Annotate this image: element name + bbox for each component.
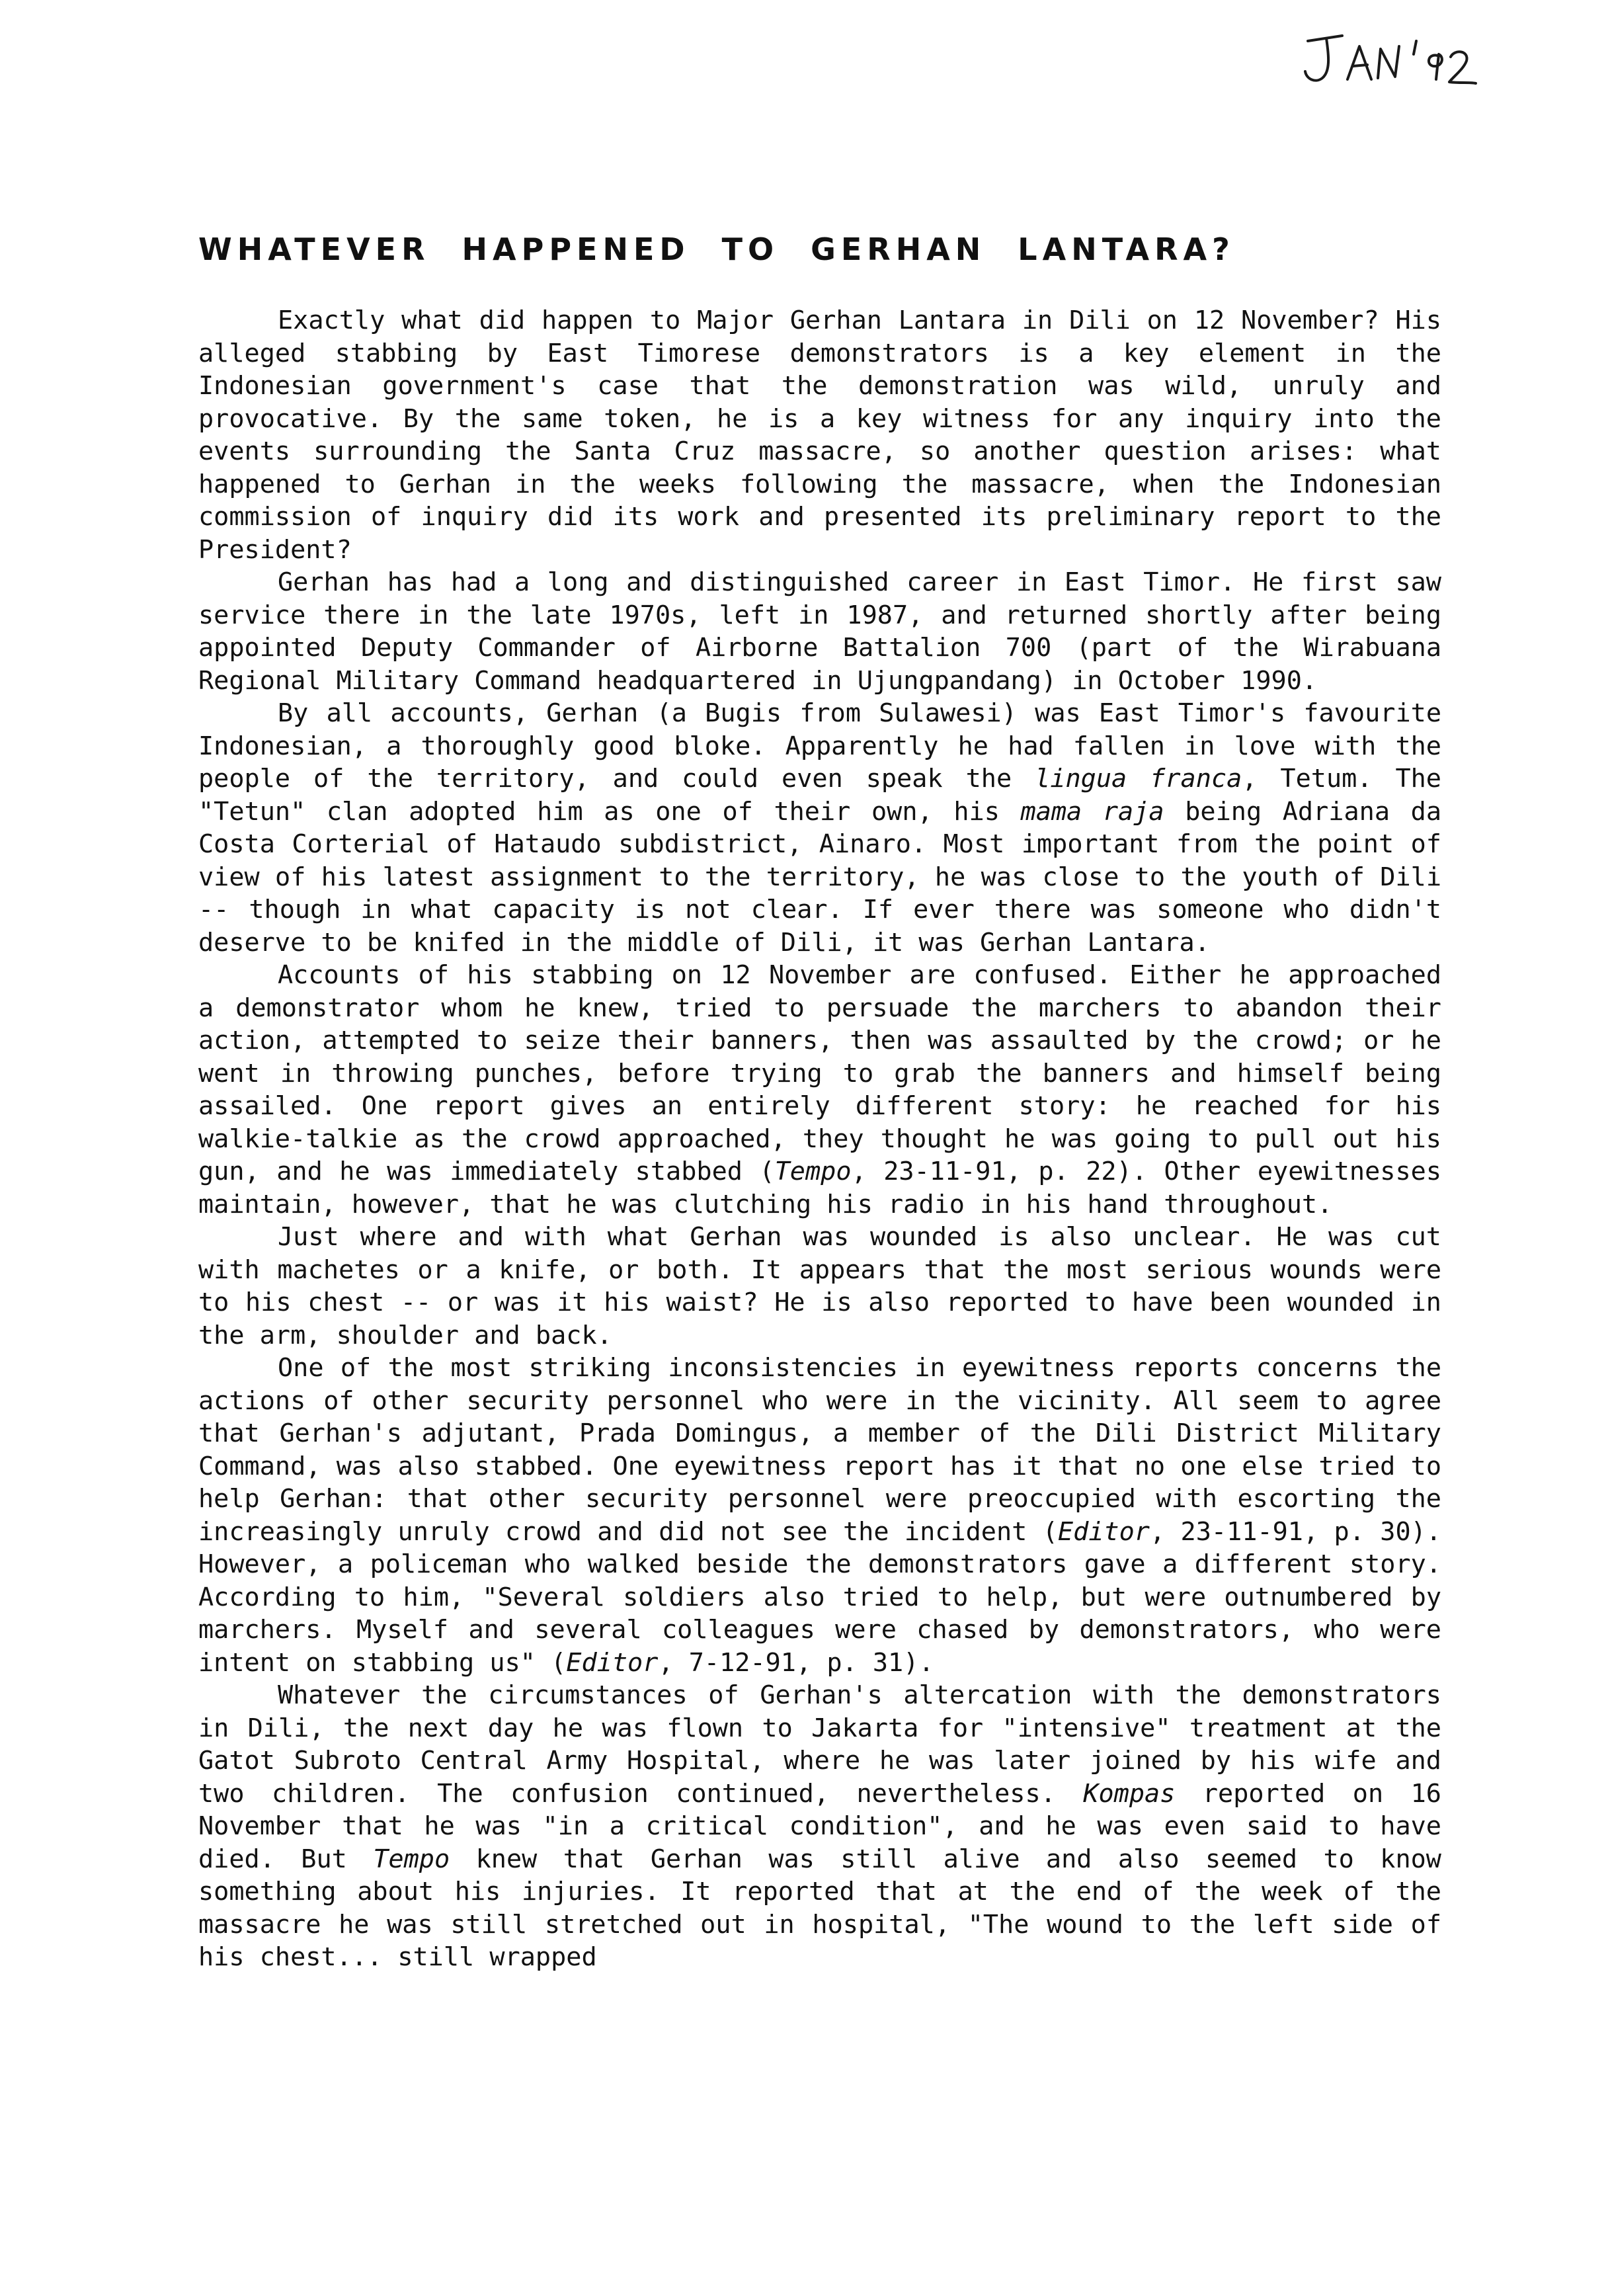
paragraph-3-text-c: being Adriana da Costa Corterial of Hataudo subdistrict, Ainaro. Most important from the point of view of his latest assignment to the territory, he was close to the youth of Dili -- though in what capacity is not clear. If ever there was someone who didn't deserve to be knifed in the middle of Dili, it was Gerhan Lantara. — [198, 796, 1442, 958]
paragraph-3-text-a: By all accounts, Gerhan (a Bugis from Sulawesi) was East Timor's favourite Indonesian, a thoroughly good bloke. Apparently he had fallen in love with the people of the territory, and could even speak the — [198, 698, 1441, 794]
paragraph-7-text-b: reported on 16 November that he was "in a critical condition", and he was even said to have died. But — [198, 1778, 1441, 1874]
paragraph-6-editor-citation-2: Editor — [566, 1647, 659, 1678]
paragraph-4-tempo-citation: Tempo — [774, 1157, 852, 1186]
paragraph-4-text-b: , 23-11-91, p. 22). Other eyewitnesses maintain, however, that he was clutching his radio in his hand throughout. — [198, 1157, 1441, 1219]
paragraph-7-kompas-citation: Kompas — [1083, 1778, 1176, 1809]
paragraph-3 — [198, 697, 1441, 959]
paragraph-3-lingua-franca: lingua franca — [1035, 764, 1242, 794]
paragraph-3-text-b: , Tetum. The "Tetun" clan adopted him as one of their own, his — [198, 764, 1441, 827]
paragraph-2: Gerhan has had a long and distinguished career in East Timor. He first saw service there in the late 1970s, left in 1987, and returned shortly after being appointed Deputy Commander of Airborne Battalion 700 (part of the Wirabuana Regional Military Command headquartered in Ujungpandang) in October 1990. — [198, 567, 1441, 696]
paragraph-1: Exactly what did happen to Major Gerhan Lantara in Dili on 12 November? His alleged stabbing by East Timorese demonstrators is a key element in the Indonesian government's case that the demonstration was wild, unruly and provocative. By the same token, he is a key witness for any inquiry into the events surrounding the Santa Cruz massacre, so another question arises: what happened to Gerhan in the weeks following the massacre, when the Indonesian commission of inquiry did its work and presented its preliminary report to the President? — [198, 306, 1441, 565]
article-body — [198, 304, 1441, 1974]
article-title: WHATEVER HAPPENED TO GERHAN LANTARA? — [198, 231, 1235, 267]
paragraph-7-text-a: Whatever the circumstances of Gerhan's altercation with the demonstrators in Dili, the next day he was flown to Jakarta for "intensive" treatment at the Gatot Subroto Central Army Hospital, where he was later joined by his wife and two children. The confusion continued, nevertheless. — [198, 1680, 1441, 1809]
paragraph-4-text-a: Accounts of his stabbing on 12 November are confused. Either he approached a demonstrator whom he knew, tried to persuade the marchers to abandon their action, attempted to seize their banners, then was assaulted by the crowd; or he went in throwing punches, before trying to grab the banners and himself being assailed. One report gives an entirely different story: he reached for his walkie-talkie as the crowd approached, they thought he was going to pull out his gun, and he was immediately stabbed ( — [198, 960, 1441, 1186]
paragraph-7-text-c: knew that Gerhan was still alive and also seemed to know something about his injuries. It reported that at the end of the week of the massacre he was still stretched out in hospital, "The wound to the left side of his chest... still wrapped — [198, 1844, 1441, 1972]
paragraph-6 — [198, 1352, 1441, 1679]
paragraph-6-text-a: One of the most striking inconsistencies in eyewitness reports concerns the actions of other security personnel who were in the vicinity. All seem to agree that Gerhan's adjutant, Prada Domingus, a member of the Dili District Military Command, was also stabbed. One eyewitness report has it that no one else tried to help Gerhan: that other security personnel were preoccupied with escorting the increasingly unruly crowd and did not see the incident ( — [198, 1353, 1441, 1547]
paragraph-4 — [198, 959, 1441, 1221]
handwritten-date-icon — [1296, 26, 1481, 99]
handwritten-date-annotation — [1296, 26, 1481, 99]
paragraph-3-mama-raja: mama raja — [1020, 796, 1164, 827]
paragraph-6-text-c: , 7-12-91, p. 31). — [658, 1647, 934, 1678]
paragraph-6-editor-citation-1: Editor — [1057, 1516, 1150, 1547]
paragraph-7 — [198, 1679, 1441, 1974]
paragraph-7-tempo-citation: Tempo — [373, 1844, 450, 1874]
paragraph-5: Just where and with what Gerhan was wounded is also unclear. He was cut with machetes or a knife, or both. It appears that the most serious wounds were to his chest -- or was it his waist? He is also reported to have been wounded in the arm, shoulder and back. — [198, 1222, 1441, 1350]
paragraph-6-text-b: , 23-11-91, p. 30). However, a policeman who walked beside the demonstrators gave a different story. According to him, "Several soldiers also tried to help, but were outnumbered by marchers. Myself and several colleagues were chased by demonstrators, who were intent on stabbing us" ( — [198, 1516, 1441, 1678]
